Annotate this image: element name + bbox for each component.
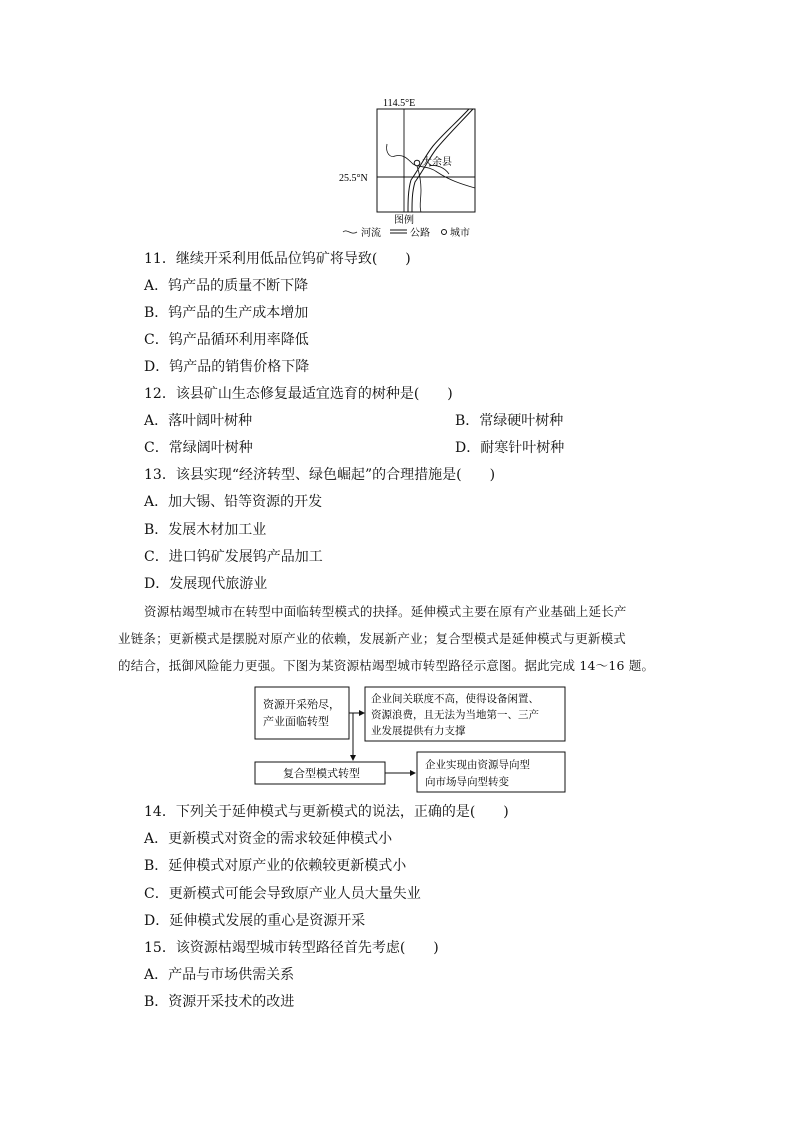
question-14-option-c: C．更新模式可能会导致原产业人员大量失业: [144, 886, 421, 902]
flow-box-4-line-2: 向市场导向型转变: [425, 777, 509, 788]
city-label: 大余县: [422, 157, 452, 168]
question-12-option-c: C．常绿阔叶树种: [144, 440, 253, 456]
question-11-stem: 11．继续开采利用低品位钨矿将导致( ): [144, 251, 411, 267]
question-14-stem: 14．下列关于延伸模式与更新模式的说法，正确的是( ): [144, 804, 509, 820]
question-14-option-d: D．延伸模式发展的重心是资源开采: [144, 913, 366, 929]
question-14-option-b: B．延伸模式对原产业的依赖较更新模式小: [144, 858, 407, 874]
longitude-label: 114.5°E: [383, 98, 416, 109]
question-12-option-a: A．落叶阔叶树种: [144, 413, 253, 429]
passage-line-2: 业链条；更新模式是摆脱对原产业的依赖，发展新产业；复合型模式是延伸模式与更新模式: [118, 631, 627, 646]
legend-title: 图例: [394, 215, 414, 226]
question-15-stem: 15．该资源枯竭型城市转型路径首先考虑( ): [144, 940, 439, 956]
flow-box-resource-exhausted: [255, 687, 349, 739]
location-map: [325, 94, 495, 244]
river-line: [417, 166, 421, 212]
question-13-option-b: B．发展木材加工业: [144, 522, 267, 538]
question-11-option-b: B．钨产品的生产成本增加: [144, 305, 309, 321]
question-15-option-b: B．资源开采技术的改进: [144, 994, 295, 1010]
legend-river-label: 河流: [361, 228, 381, 239]
question-13-stem: 13．该县实现“经济转型、绿色崛起”的合理措施是( ): [144, 467, 496, 483]
question-13-option-c: C．进口钨矿发展钨产品加工: [144, 549, 323, 565]
question-12-option-d: D．耐寒针叶树种: [455, 440, 565, 456]
passage-line-3: 的结合，抵御风险能力更强。下图为某资源枯竭型城市转型路径示意图。据此完成 14～16 题。: [118, 658, 655, 673]
question-15-option-a: A．产品与市场供需关系: [144, 967, 295, 983]
question-14-option-a: A．更新模式对资金的需求较延伸模式小: [144, 831, 393, 847]
city-marker-icon: [414, 160, 420, 166]
legend-road-label: 公路: [410, 228, 430, 239]
flow-box-1-line-2: 产业面临转型: [263, 716, 329, 728]
transition-flowchart: [253, 686, 569, 794]
flow-box-3-label: 复合型模式转型: [283, 768, 360, 780]
arrowhead-icon: [410, 770, 416, 776]
arrowhead-icon: [359, 710, 365, 716]
latitude-label: 25.5°N: [339, 173, 368, 184]
flow-box-2-line-2: 资源浪费，且无法为当地第一、三产: [371, 710, 539, 721]
legend-city-label: 城市: [450, 228, 470, 239]
flow-box-2-line-1: 企业间关联度不高，使得设备闲置、: [371, 694, 539, 705]
flow-box-4-line-1: 企业实现由资源导向型: [425, 760, 530, 771]
question-11-option-d: D．钨产品的销售价格下降: [144, 359, 310, 375]
question-11-option-a: A．钨产品的质量不断下降: [144, 278, 309, 294]
city-circle-icon: [442, 230, 447, 235]
question-12-option-b: B．常绿硬叶树种: [455, 413, 564, 429]
question-12-stem: 12．该县矿山生态修复最适宜选育的树种是( ): [144, 386, 453, 402]
passage-line-1: 资源枯竭型城市在转型中面临转型模式的抉择。延伸模式主要在原有产业基础上延长产: [144, 604, 627, 619]
arrowhead-icon: [350, 755, 356, 761]
question-13-option-d: D．发展现代旅游业: [144, 576, 268, 592]
river-line-icon: [343, 231, 357, 233]
flow-box-1-line-1: 资源开采殆尽，: [263, 699, 340, 711]
question-11-option-c: C．钨产品循环利用率降低: [144, 332, 309, 348]
question-13-option-a: A．加大锡、铅等资源的开发: [144, 494, 323, 510]
flow-box-2-line-3: 业发展提供有力支撑: [371, 726, 466, 737]
